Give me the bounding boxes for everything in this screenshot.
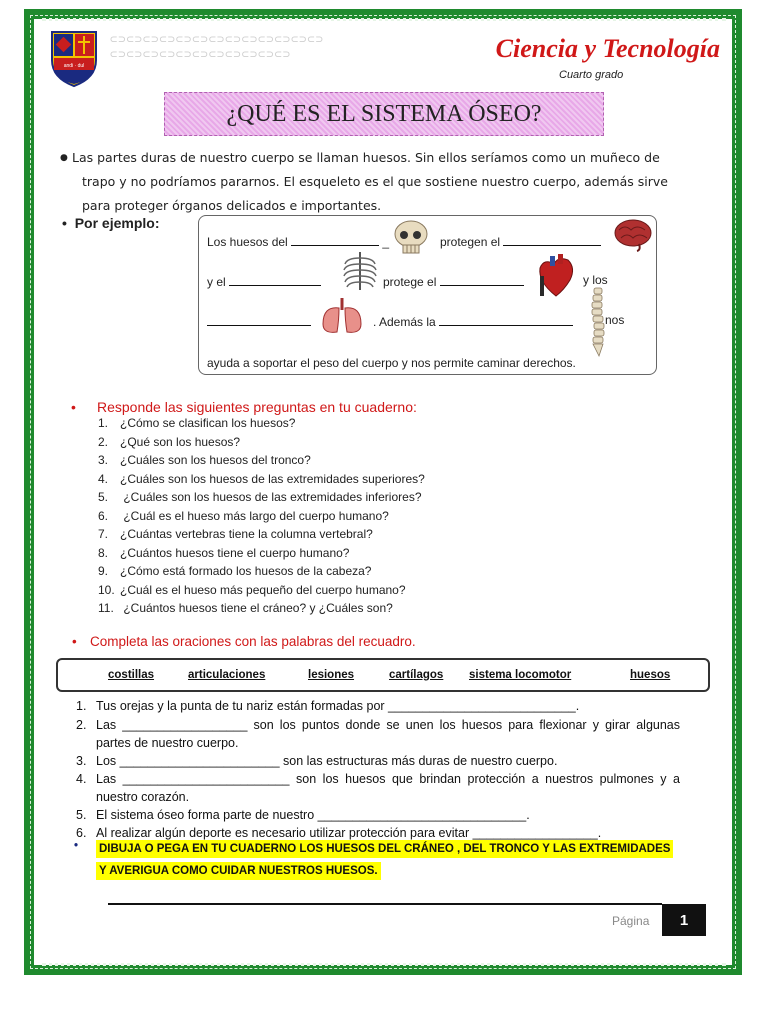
intro-line: trapo y no podríamos pararnos. El esqueleto es el que sostiene nuestro cuerpo, además sirve (82, 174, 668, 189)
sentence-item: 2. Las __________________ son los puntos donde se unen los huesos para flexionar y girar algunas partes de nuestro cuerpo. (76, 718, 680, 750)
list-item: 2. ¿Qué son los huesos? (98, 434, 241, 449)
example-row-3 (207, 313, 311, 329)
blank-line (229, 273, 321, 286)
list-item: 9. ¿Cómo está formado los huesos de la cabeza? (98, 564, 372, 578)
bullet-icon: • (74, 840, 79, 852)
example-box (198, 215, 657, 375)
word-bank-item: articulaciones (188, 669, 266, 681)
word-bank-item: sistema locomotor (469, 669, 572, 681)
sentence-item: 6. Al realizar algún deporte es necesario utilizar protección para evitar __________________. (76, 826, 602, 840)
list-item: 6. ¿Cuál es el hueso más largo del cuerpo humano? (98, 508, 389, 523)
list-item: 1. ¿Cómo se clasifican los huesos? (98, 416, 296, 430)
list-item: 11. ¿Cuántos huesos tiene el cráneo? y ¿Cuáles son? (98, 601, 393, 615)
list-item: 4. ¿Cuáles son los huesos de las extremidades superiores? (98, 471, 425, 486)
intro-line: Las partes duras de nuestro cuerpo se llaman huesos. Sin ellos seríamos como un muñeco de (72, 150, 660, 165)
example-row-2: y el (207, 273, 321, 289)
school-shield-icon (50, 30, 98, 88)
brain-icon (613, 218, 653, 252)
subject-title: Ciencia y Tecnología (495, 34, 720, 63)
example-row-2b: protege el (383, 273, 524, 289)
bullet-icon: ● (60, 153, 68, 163)
footer-divider (108, 903, 662, 905)
blank-line (440, 273, 524, 286)
title-banner (164, 92, 604, 136)
blank-line (291, 233, 379, 246)
word-bank-item: costillas (108, 669, 155, 681)
ribcage-icon (341, 250, 379, 292)
sentence-item: 5. El sistema óseo forma parte de nuestro ______________________________. (76, 808, 530, 822)
list-item: 8. ¿Cuántos huesos tiene el cuerpo humano? (98, 545, 350, 560)
svg-text:andi · dul: andi · dul (63, 63, 85, 69)
word-bank-item: huesos (630, 669, 671, 681)
blank-line (439, 313, 573, 326)
questions-list (98, 414, 518, 618)
bullet-icon: • (72, 634, 77, 649)
example-row-4: ayuda a soportar el peso del cuerpo y nos permite caminar derechos. (207, 356, 576, 370)
list-item: 7. ¿Cuántas vertebras tiene la columna vertebral? (98, 527, 373, 541)
bullet-icon: • (71, 399, 76, 415)
sentence-item: 3. Los _______________________ son las estructuras más duras de nuestro cuerpo. (76, 754, 558, 768)
page-title: ¿QUÉ ES EL SISTEMA ÓSEO? (226, 100, 542, 127)
complete-title: • Completa las oraciones con las palabras del recuadro. (72, 634, 416, 649)
example-row-3b: nos (605, 313, 625, 327)
example-row-2c: y los (583, 273, 608, 287)
example-row-1b: protegen el (440, 233, 601, 249)
lungs-icon (319, 296, 365, 336)
sentence-item: 1. Tus orejas y la punta de tu nariz están formadas por ___________________________. (76, 699, 580, 713)
sentence-item: 4. Las ________________________ son los huesos que brindan protección a nuestros pulmones y a nuestro corazón. (76, 772, 680, 804)
example-row-1: Los huesos del _ (207, 235, 390, 249)
grade-label: Cuarto grado (559, 69, 624, 81)
task-line: Y AVERIGUA COMO CUIDAR NUESTROS HUESOS. (96, 862, 381, 880)
list-item: 10. ¿Cuál es el hueso más pequeño del cuerpo humano? (98, 582, 406, 597)
list-item: 5. ¿Cuáles son los huesos de las extremidades inferiores? (98, 490, 422, 504)
blank-line (207, 313, 311, 326)
word-bank-item: lesiones (308, 669, 355, 681)
intro-line: para proteger órganos delicados e importantes. (82, 198, 382, 213)
list-item: 3. ¿Cuáles son los huesos del tronco? (98, 453, 311, 467)
header-decoration: ⊂⊃⊂⊃⊂⊃⊂⊃⊂⊃⊂⊃⊂⊃⊂⊃⊂⊃⊂⊃⊂⊃⊂⊃⊂⊃ ⊂⊃⊂⊃⊂⊃⊂⊃⊂⊃⊂⊃⊂⊃⊂⊃⊂⊃⊂⊃⊂⊃ (110, 32, 324, 61)
questions-title: • Responde las siguientes preguntas en tu cuaderno: (71, 399, 417, 415)
task-line: DIBUJA O PEGA EN TU CUADERNO LOS HUESOS DEL CRÁNEO , DEL TRONCO Y LAS EXTREMIDADES (96, 840, 673, 858)
page-label: Página (612, 914, 650, 928)
word-bank-item: cartílagos (389, 669, 444, 681)
skull-icon (391, 219, 431, 255)
example-label: • Por ejemplo: (62, 215, 160, 231)
word-bank (56, 658, 710, 692)
intro-paragraph (60, 146, 670, 218)
border-pattern-bottom (42, 963, 726, 970)
heart-icon (534, 254, 578, 300)
blank-line (503, 233, 601, 246)
border-pattern-top (42, 18, 726, 25)
example-row-3a: . Además la (373, 313, 573, 329)
page-number: 1 (662, 904, 706, 936)
task-instruction (74, 840, 673, 880)
